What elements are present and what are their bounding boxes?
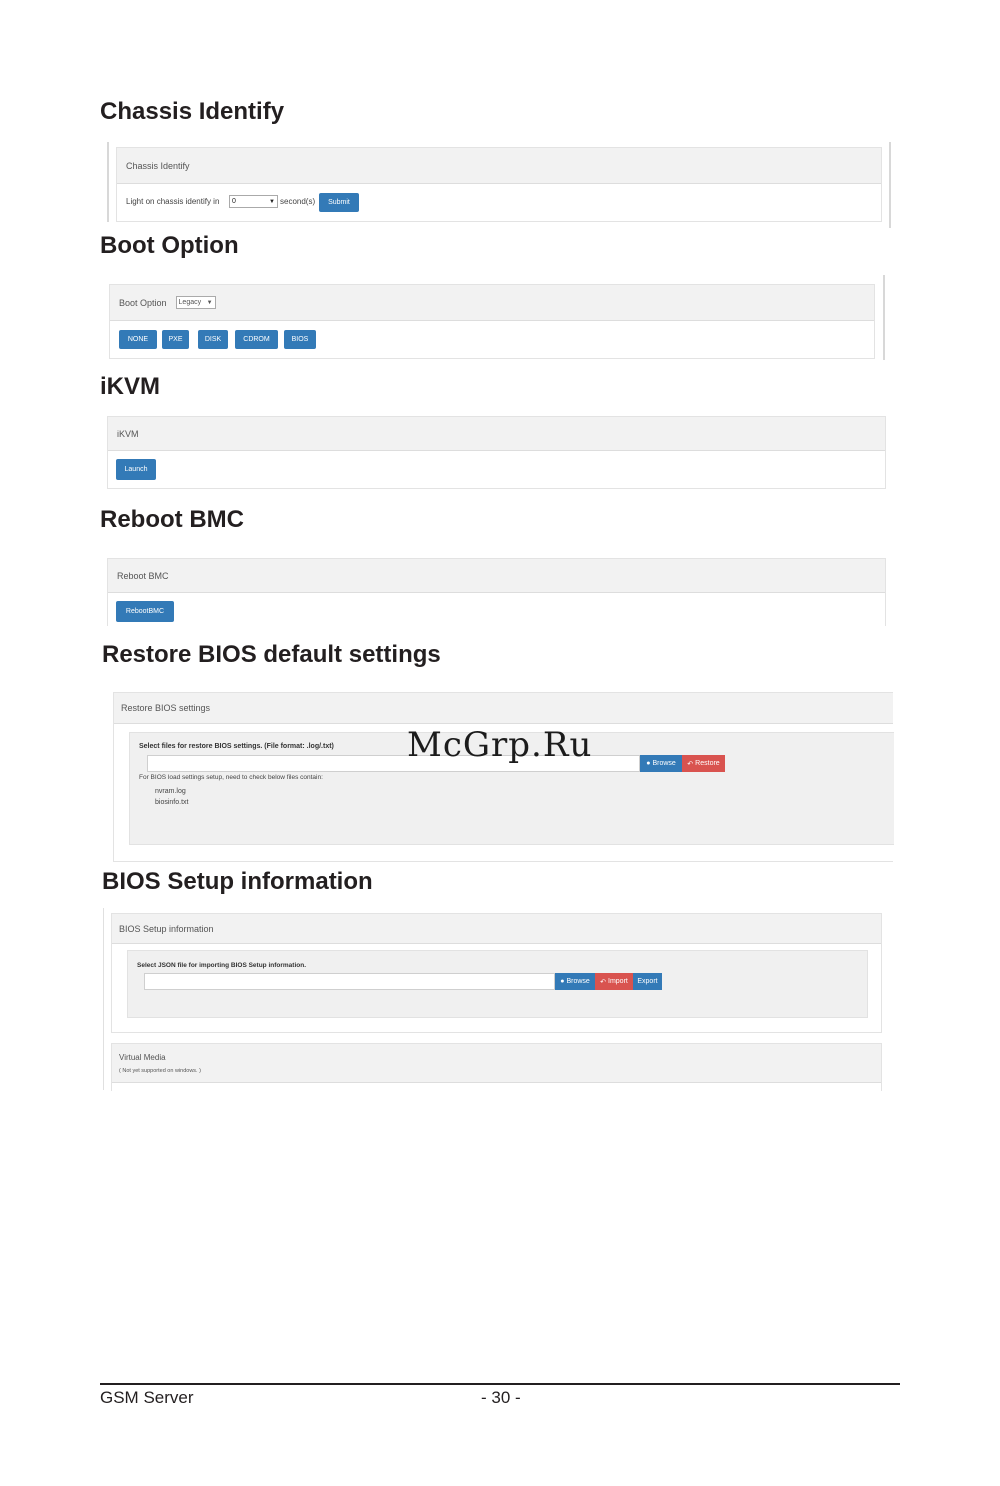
setup-select-label: Select JSON file for importing BIOS Setup information. <box>137 962 307 969</box>
heading-ikvm: iKVM <box>100 373 160 400</box>
submit-button[interactable]: Submit <box>319 193 359 212</box>
reboot-bmc-panel <box>107 558 886 626</box>
restore-file-item: nvram.log <box>155 788 186 795</box>
import-label: Import <box>608 978 628 985</box>
undo-icon: ↶ <box>600 978 607 986</box>
launch-button[interactable]: Launch <box>116 459 156 480</box>
reboot-bmc-button[interactable]: RebootBMC <box>116 601 174 622</box>
panel-title: BIOS Setup information <box>112 914 881 944</box>
setup-import-button[interactable] <box>595 973 633 990</box>
boot-option-header <box>110 285 874 321</box>
select-value: 0 <box>232 198 236 205</box>
restore-note: For BIOS load settings setup, need to check below files contain: <box>139 774 323 781</box>
boot-bios-button[interactable]: BIOS <box>284 330 316 349</box>
restore-label: Restore <box>695 760 720 767</box>
frame-edge <box>889 142 891 228</box>
seconds-label: second(s) <box>280 197 316 206</box>
panel-title: iKVM <box>108 417 885 451</box>
globe-icon: ● <box>560 978 565 985</box>
restore-button[interactable] <box>682 755 725 772</box>
virtual-media-panel <box>111 1043 882 1091</box>
chevron-down-icon: ▼ <box>269 198 275 205</box>
bios-setup-panel <box>111 913 882 1033</box>
setup-file-input[interactable] <box>144 973 555 990</box>
frame-edge <box>107 142 109 222</box>
undo-icon: ↶ <box>687 760 694 768</box>
chassis-seconds-select[interactable] <box>229 195 278 208</box>
boot-option-select[interactable] <box>176 296 216 309</box>
heading-bios-setup: BIOS Setup information <box>102 868 373 895</box>
restore-browse-button[interactable] <box>640 755 682 772</box>
heading-reboot-bmc: Reboot BMC <box>100 506 244 533</box>
setup-browse-button[interactable] <box>555 973 595 990</box>
boot-cdrom-button[interactable]: CDROM <box>235 330 278 349</box>
virtual-media-header <box>112 1044 881 1083</box>
heading-restore-bios: Restore BIOS default settings <box>102 641 441 668</box>
browse-label: Browse <box>652 760 676 767</box>
chassis-label: Light on chassis identify in <box>126 197 220 206</box>
setup-export-button[interactable]: Export <box>633 973 662 990</box>
chassis-identify-panel <box>116 147 882 222</box>
footer-rule <box>100 1383 900 1385</box>
heading-boot-option: Boot Option <box>100 232 239 259</box>
virtual-media-title: Virtual Media <box>119 1053 166 1062</box>
restore-file-item: biosinfo.txt <box>155 799 189 806</box>
frame-edge <box>103 908 104 1090</box>
globe-icon: ● <box>646 760 651 767</box>
panel-title: Chassis Identify <box>117 148 881 184</box>
panel-title: Reboot BMC <box>108 559 885 593</box>
browse-label: Browse <box>566 978 590 985</box>
restore-select-label: Select files for restore BIOS settings. (File format: .log/.txt) <box>139 743 334 750</box>
select-value: Legacy <box>178 299 202 306</box>
page-number: - 30 - <box>481 1388 521 1407</box>
restore-bios-panel <box>113 692 893 862</box>
chevron-down-icon: ▼ <box>206 299 213 306</box>
watermark-text: McGrp.Ru <box>407 725 593 765</box>
setup-upload-well <box>127 950 868 1018</box>
virtual-media-note: ( Not yet supported on windows. ) <box>119 1068 201 1074</box>
boot-none-button[interactable]: NONE <box>119 330 157 349</box>
boot-option-label: Boot Option <box>119 297 167 308</box>
footer-doc-title: GSM Server <box>100 1388 194 1407</box>
boot-disk-button[interactable]: DISK <box>198 330 228 349</box>
ikvm-panel <box>107 416 886 489</box>
frame-edge <box>883 275 885 360</box>
panel-title: Restore BIOS settings <box>114 693 893 724</box>
boot-option-panel <box>109 284 875 359</box>
boot-pxe-button[interactable]: PXE <box>162 330 189 349</box>
heading-chassis-identify: Chassis Identify <box>100 98 285 125</box>
